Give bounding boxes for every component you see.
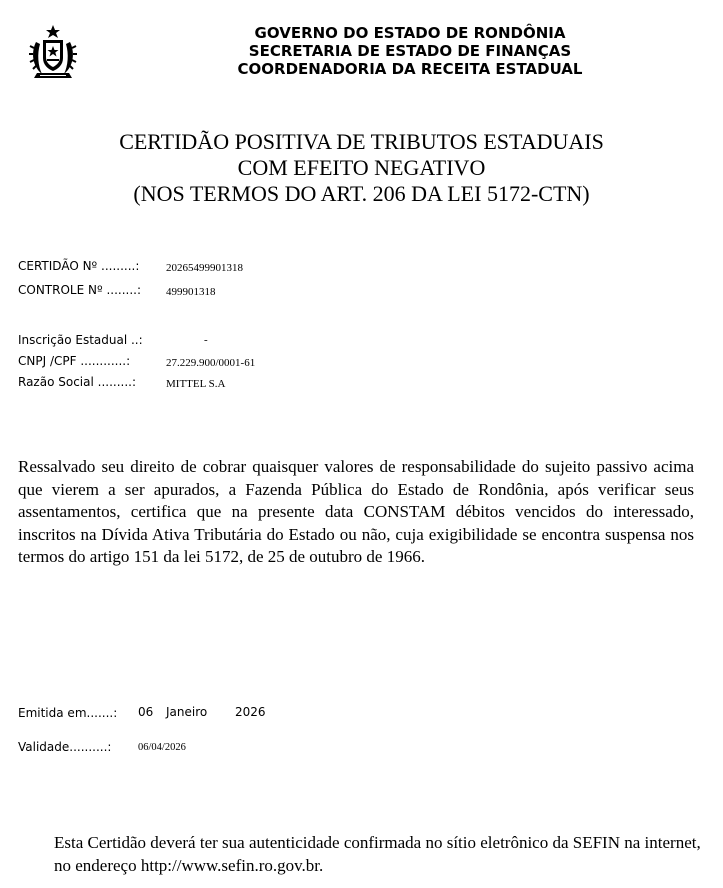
header bbox=[150, 24, 670, 78]
certidao-value: 20265499901318 bbox=[166, 262, 243, 274]
cnpj-value: 27.229.900/0001-61 bbox=[166, 357, 256, 369]
header-government: GOVERNO DO ESTADO DE RONDÔNIA bbox=[254, 24, 566, 42]
issued-year: 2026 bbox=[235, 705, 266, 719]
issued-month: Janeiro bbox=[166, 705, 208, 719]
issued-day: 06 bbox=[138, 705, 154, 719]
title-line-2: COM EFEITO NEGATIVO bbox=[237, 155, 486, 180]
validity-value: 06/04/2026 bbox=[138, 742, 186, 753]
document-title bbox=[0, 129, 723, 207]
header-coordination: COORDENADORIA DA RECEITA ESTADUAL bbox=[237, 60, 583, 78]
title-line-3: (NOS TERMOS DO ART. 206 DA LEI 5172-CTN) bbox=[133, 181, 590, 206]
controle-label: CONTROLE Nº ........: bbox=[18, 283, 141, 297]
validity-label: Validade..........: bbox=[18, 740, 112, 754]
coat-of-arms-icon bbox=[28, 24, 78, 80]
header-secretariat: SECRETARIA DE ESTADO DE FINANÇAS bbox=[248, 42, 572, 60]
issued-label: Emitida em.......: bbox=[18, 706, 118, 720]
title-line-1: CERTIDÃO POSITIVA DE TRIBUTOS ESTADUAIS bbox=[119, 129, 604, 154]
inscricao-value: - bbox=[204, 334, 208, 346]
cnpj-label: CNPJ /CPF ............: bbox=[18, 354, 131, 368]
certidao-label: CERTIDÃO Nº .........: bbox=[18, 259, 140, 273]
authenticity-notice: Esta Certidão deverá ter sua autenticidade confirmada no sítio eletrônico da SEFIN na internet, no endereço http://www.sefin.ro.gov.br. bbox=[54, 833, 701, 875]
controle-value: 499901318 bbox=[166, 286, 216, 298]
certificate-body-text: Ressalvado seu direito de cobrar quaisquer valores de responsabilidade do sujeito passivo acima que vierem a ser apurados, a Fazenda Pública do Estado de Rondônia, após verificar seus assentamentos, certifica que na presente data CONSTAM débitos vencidos do interessado, inscritos na Dívida Ativa Tributária do Estado ou não, cuja exigibilidade se encontra suspensa nos termos do artigo 151 da lei 5172, de 25 de outubro de 1966. bbox=[18, 457, 694, 566]
razao-social-label: Razão Social .........: bbox=[18, 375, 137, 389]
inscricao-label: Inscrição Estadual ..: bbox=[18, 333, 143, 347]
razao-social-value: MITTEL S.A bbox=[166, 378, 226, 390]
